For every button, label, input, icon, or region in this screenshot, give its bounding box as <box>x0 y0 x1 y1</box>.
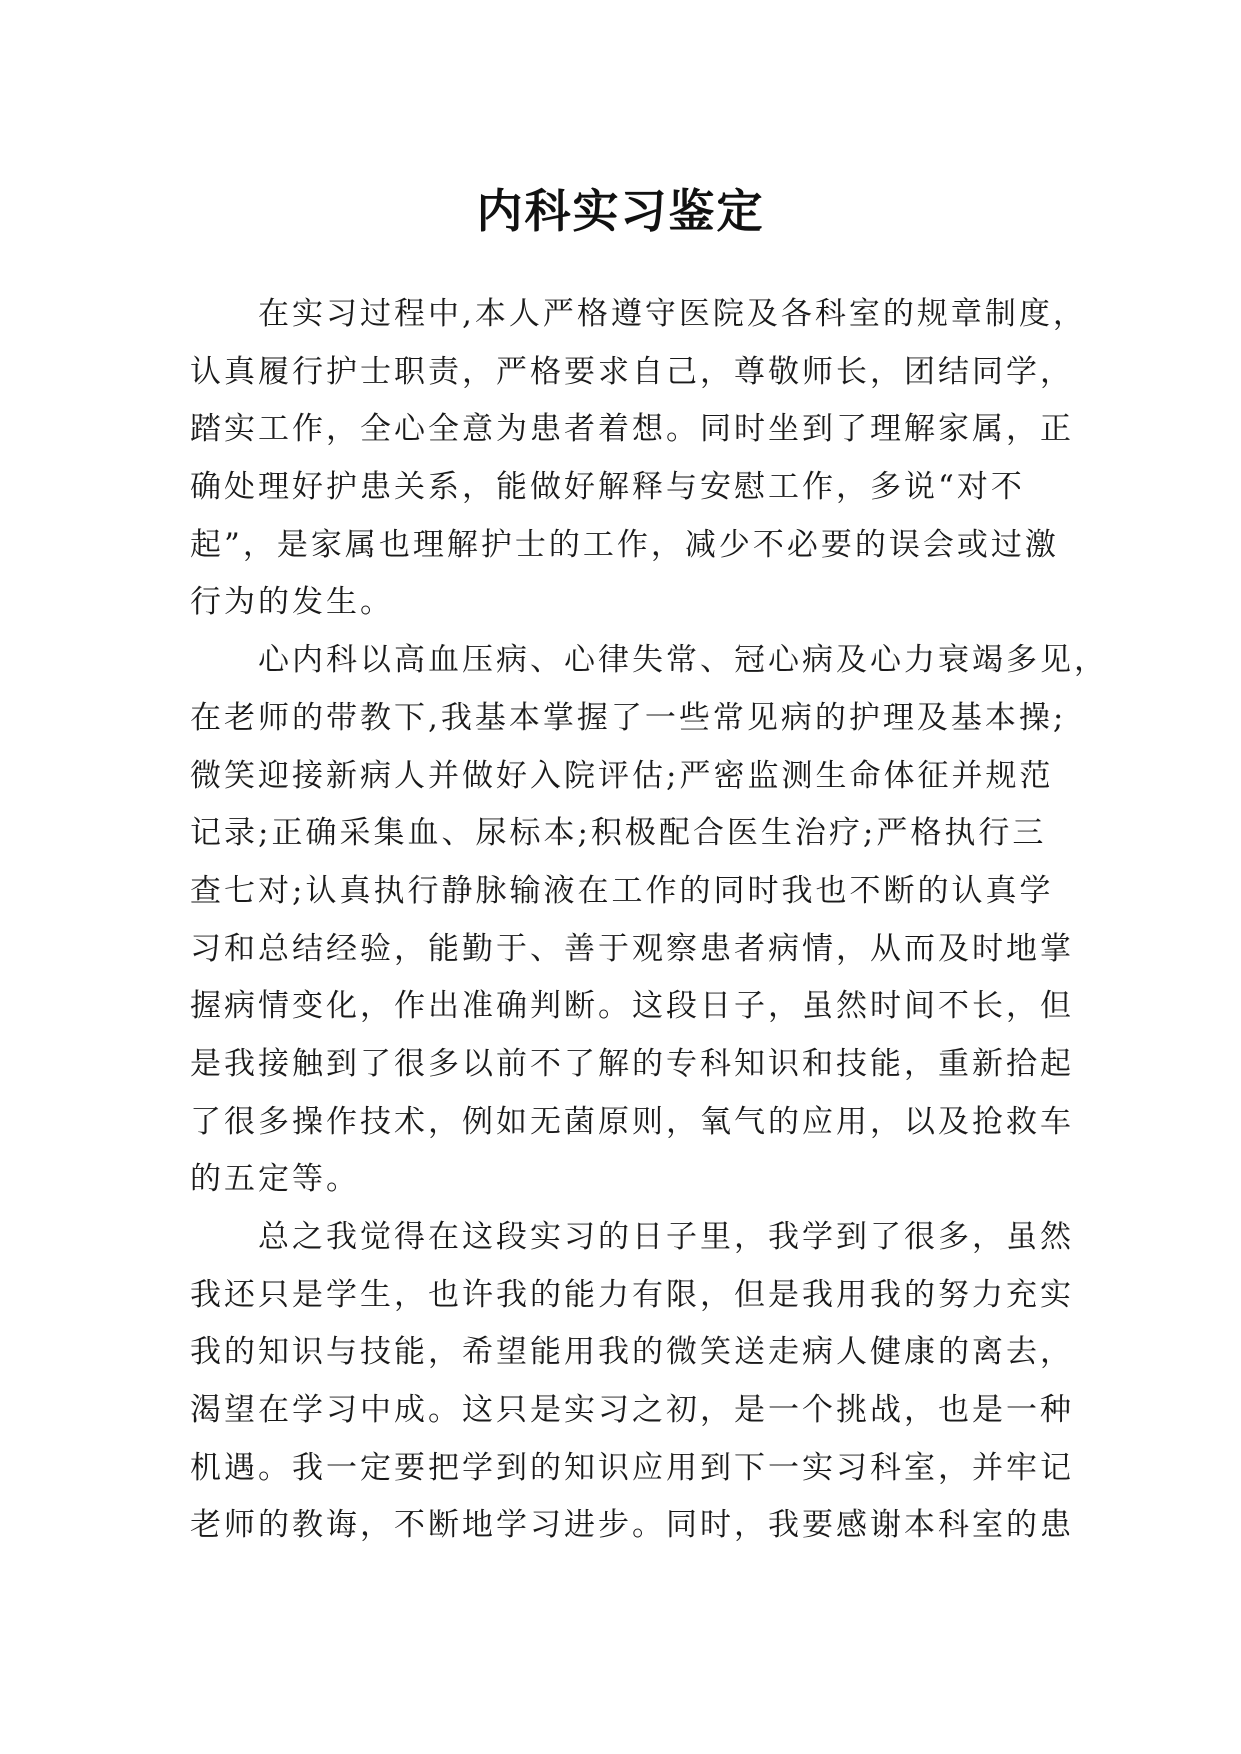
text-line: 老师的教诲，不断地学习进步。同时，我要感谢本科室的患 <box>190 1507 1074 1544</box>
text-line: 查七对;认真执行静脉输液在工作的同时我也不断的认真学 <box>190 872 1054 909</box>
text-line: 认真履行护士职责，严格要求自己，尊敬师长，团结同学， <box>190 353 1074 390</box>
text-line: 我的知识与技能，希望能用我的微笑送走病人健康的离去， <box>190 1334 1074 1371</box>
text-line: 习和总结经验，能勤于、善于观察患者病情，从而及时地掌 <box>190 930 1074 967</box>
text-line: 心内科以高血压病、心律失常、冠心病及心力衰竭多见， <box>258 642 1108 679</box>
text-line: 了很多操作技术，例如无菌原则，氧气的应用，以及抢救车 <box>190 1103 1074 1140</box>
text-line: 握病情变化，作出准确判断。这段日子，虽然时间不长，但 <box>190 988 1074 1025</box>
text-line: 渴望在学习中成。这只是实习之初，是一个挑战，也是一种 <box>190 1392 1074 1429</box>
paragraph-2 <box>190 632 1108 1209</box>
paragraph-3 <box>190 1209 1074 1555</box>
text-line: 总之我觉得在这段实习的日子里，我学到了很多，虽然 <box>258 1219 1074 1255</box>
text-line: 在老师的带教下,我基本掌握了一些常见病的护理及基本操; <box>190 699 1067 736</box>
text-line: 确处理好护患关系，能做好解释与安慰工作，多说“对不 <box>190 469 1025 506</box>
text-line: 的五定等。 <box>190 1161 360 1198</box>
document-body <box>190 286 1108 1555</box>
text-line: 我还只是学生，也许我的能力有限，但是我用我的努力充实 <box>190 1276 1074 1313</box>
text-line: 踏实工作，全心全意为患者着想。同时坐到了理解家属，正 <box>190 411 1074 448</box>
paragraph-1 <box>190 286 1087 632</box>
text-line: 是我接触到了很多以前不了解的专科知识和技能，重新拾起 <box>190 1045 1074 1082</box>
text-line: 行为的发生。 <box>190 584 394 621</box>
text-line: 机遇。我一定要把学到的知识应用到下一实习科室，并牢记 <box>190 1449 1074 1486</box>
text-line: 记录;正确采集血、尿标本;积极配合医生治疗;严格执行三 <box>190 815 1047 852</box>
document-title: 内科实习鉴定 <box>476 183 765 238</box>
text-line: 起”，是家属也理解护士的工作，减少不必要的误会或过激 <box>190 526 1059 563</box>
text-line: 微笑迎接新病人并做好入院评估;严密监测生命体征并规范 <box>190 757 1054 794</box>
text-line: 在实习过程中,本人严格遵守医院及各科室的规章制度， <box>258 296 1087 332</box>
